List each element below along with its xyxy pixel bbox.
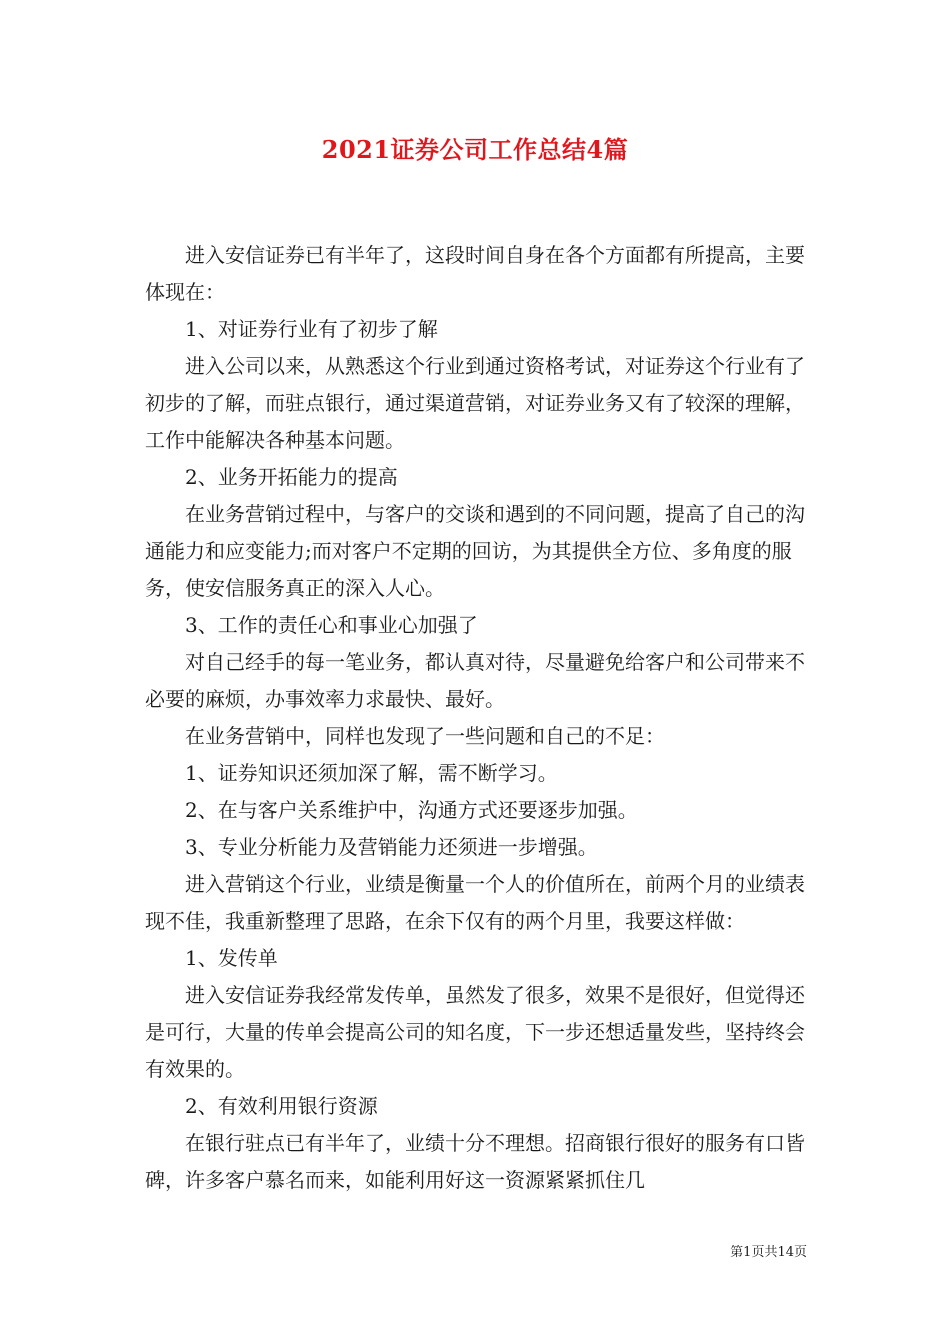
paragraph: 进入公司以来，从熟悉这个行业到通过资格考试，对证券这个行业有了初步的了解，而驻点银行，通过渠道营销，对证券业务又有了较深的理解，工作中能解决各种基本问题。 xyxy=(145,354,805,452)
paragraph: 进入营销这个行业，业绩是衡量一个人的价值所在，前两个月的业绩表现不佳，我重新整理了思路，在余下仅有的两个月里，我要这样做： xyxy=(145,872,805,933)
list-item: 3、专业分析能力及营销能力还须进一步增强。 xyxy=(185,835,598,859)
paragraph: 进入安信证券已有半年了，这段时间自身在各个方面都有所提高，主要体现在： xyxy=(145,243,805,304)
section-heading: 3、工作的责任心和事业心加强了 xyxy=(185,613,478,637)
document-title: 2021证券公司工作总结4篇 xyxy=(321,135,629,164)
paragraph: 对自己经手的每一笔业务，都认真对待，尽量避免给客户和公司带来不必要的麻烦，办事效率力求最快、最好。 xyxy=(145,650,805,711)
list-item: 2、在与客户关系维护中，沟通方式还要逐步加强。 xyxy=(185,798,638,822)
list-item: 1、证券知识还须加深了解，需不断学习。 xyxy=(185,761,558,785)
section-heading: 1、发传单 xyxy=(185,946,278,970)
section-heading: 2、业务开拓能力的提高 xyxy=(185,465,398,489)
section-heading: 1、对证券行业有了初步了解 xyxy=(185,317,438,341)
paragraph: 在银行驻点已有半年了，业绩十分不理想。招商银行很好的服务有口皆碑，许多客户慕名而来，如能利用好这一资源紧紧抓住几 xyxy=(145,1131,805,1192)
paragraph: 进入安信证券我经常发传单，虽然发了很多，效果不是很好，但觉得还是可行，大量的传单会提高公司的知名度，下一步还想适量发些，坚持终会有效果的。 xyxy=(145,983,805,1081)
page-number-footer: 第1页共14页 xyxy=(730,1245,807,1260)
paragraph: 在业务营销过程中，与客户的交谈和遇到的不同问题，提高了自己的沟通能力和应变能力;而对客户不定期的回访，为其提供全方位、多角度的服务，使安信服务真正的深入人心。 xyxy=(145,502,805,600)
document-body xyxy=(145,237,805,1199)
paragraph: 在业务营销中，同样也发现了一些问题和自己的不足： xyxy=(185,724,665,748)
section-heading: 2、有效利用银行资源 xyxy=(185,1094,378,1118)
